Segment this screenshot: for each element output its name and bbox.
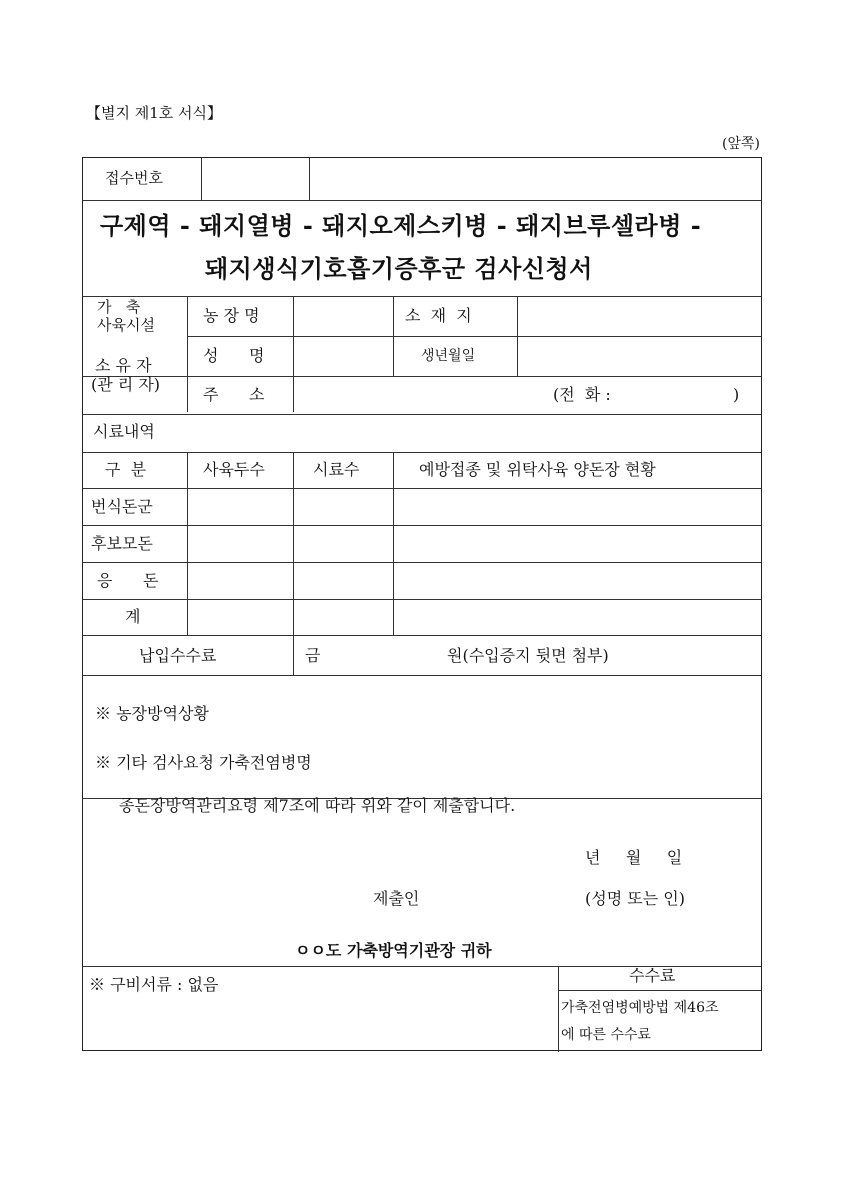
replacement-gilts-status-field[interactable] <box>394 526 760 561</box>
header-head-count: 사육두수 <box>203 460 265 479</box>
phone-label: (전 화 : <box>553 385 611 404</box>
fee-amount-suffix: 원(수입증지 뒷면 첨부) <box>447 646 609 665</box>
phone-close-paren: ) <box>733 385 740 404</box>
addressee: ㅇㅇ도 가축방역기관장 귀하 <box>295 941 492 960</box>
submitter-field[interactable] <box>428 882 578 912</box>
row-label-total: 계 <box>125 607 141 626</box>
row-label-breeding-herd: 번식돈군 <box>91 497 153 516</box>
facility-label-line2: 사육시설 <box>97 316 155 334</box>
fee-box-line2: 에 따른 수수료 <box>561 1027 652 1043</box>
header-sample-count: 시료수 <box>313 460 360 479</box>
total-sample-field[interactable] <box>294 600 392 634</box>
header-category: 구 분 <box>105 460 147 479</box>
phone-field[interactable] <box>628 377 728 413</box>
facility-label-line1: 가 축 <box>97 298 141 316</box>
breeding-herd-count-field[interactable] <box>188 489 292 524</box>
location-field[interactable] <box>518 297 760 335</box>
form-number-label: 【별지 제1호 서식】 <box>86 104 223 122</box>
sows-sample-field[interactable] <box>294 563 392 598</box>
receipt-number-label: 접수번호 <box>105 169 163 187</box>
submitter-label: 제출인 <box>373 889 420 908</box>
required-documents: ※ 구비서류 : 없음 <box>89 975 219 994</box>
name-field[interactable] <box>294 337 392 375</box>
fee-box-title: 수수료 <box>629 966 676 985</box>
application-form <box>82 157 762 1051</box>
birth-date-field[interactable] <box>518 337 760 375</box>
receipt-number-field[interactable] <box>203 159 307 199</box>
fee-paid-label: 납입수수료 <box>139 646 217 665</box>
sows-status-field[interactable] <box>394 563 760 598</box>
owner-label-line1: 소 유 자 <box>95 356 152 375</box>
sows-count-field[interactable] <box>188 563 292 598</box>
replacement-gilts-count-field[interactable] <box>188 526 292 561</box>
row-label-replacement-gilts: 후보모돈 <box>91 534 153 553</box>
farm-biosecurity-note: ※ 농장방역상황 <box>95 704 209 723</box>
birth-date-label: 생년월일 <box>421 348 476 364</box>
breeding-herd-status-field[interactable] <box>394 489 760 524</box>
sample-section-label: 시료내역 <box>93 422 155 441</box>
row-label-sows: 응 돈 <box>97 571 159 590</box>
form-title-line2: 돼지생식기호흡기증후군 검사신청서 <box>205 254 593 283</box>
fee-amount-field[interactable] <box>323 637 443 673</box>
location-label: 소 재 지 <box>405 306 472 325</box>
total-status-field[interactable] <box>394 600 760 634</box>
address-field[interactable] <box>294 377 544 413</box>
name-label: 성 명 <box>203 346 265 365</box>
signature-label: (성명 또는 인) <box>585 889 685 908</box>
farm-name-field[interactable] <box>294 297 392 335</box>
address-label: 주 소 <box>203 385 265 404</box>
submission-date: 년 월 일 <box>585 848 683 867</box>
header-vaccination-status: 예방접종 및 위탁사육 양돈장 현황 <box>419 460 656 479</box>
owner-label-line2: (관 리 자) <box>91 375 161 394</box>
farm-name-label: 농 장 명 <box>203 306 260 325</box>
fee-amount-prefix: 금 <box>305 646 321 665</box>
breeding-herd-sample-field[interactable] <box>294 489 392 524</box>
other-disease-note: ※ 기타 검사요청 가축전염병명 <box>95 753 312 772</box>
replacement-gilts-sample-field[interactable] <box>294 526 392 561</box>
front-side-label: (앞쪽) <box>722 136 760 152</box>
total-count-field[interactable] <box>188 600 292 634</box>
fee-box-line1: 가축전염병예방법 제46조 <box>561 1000 719 1016</box>
form-title-line1: 구제역 - 돼지열병 - 돼지오제스키병 - 돼지브루셀라병 - <box>100 211 702 240</box>
declaration-statement: 종돈장방역관리요령 제7조에 따라 위와 같이 제출합니다. <box>119 796 516 815</box>
